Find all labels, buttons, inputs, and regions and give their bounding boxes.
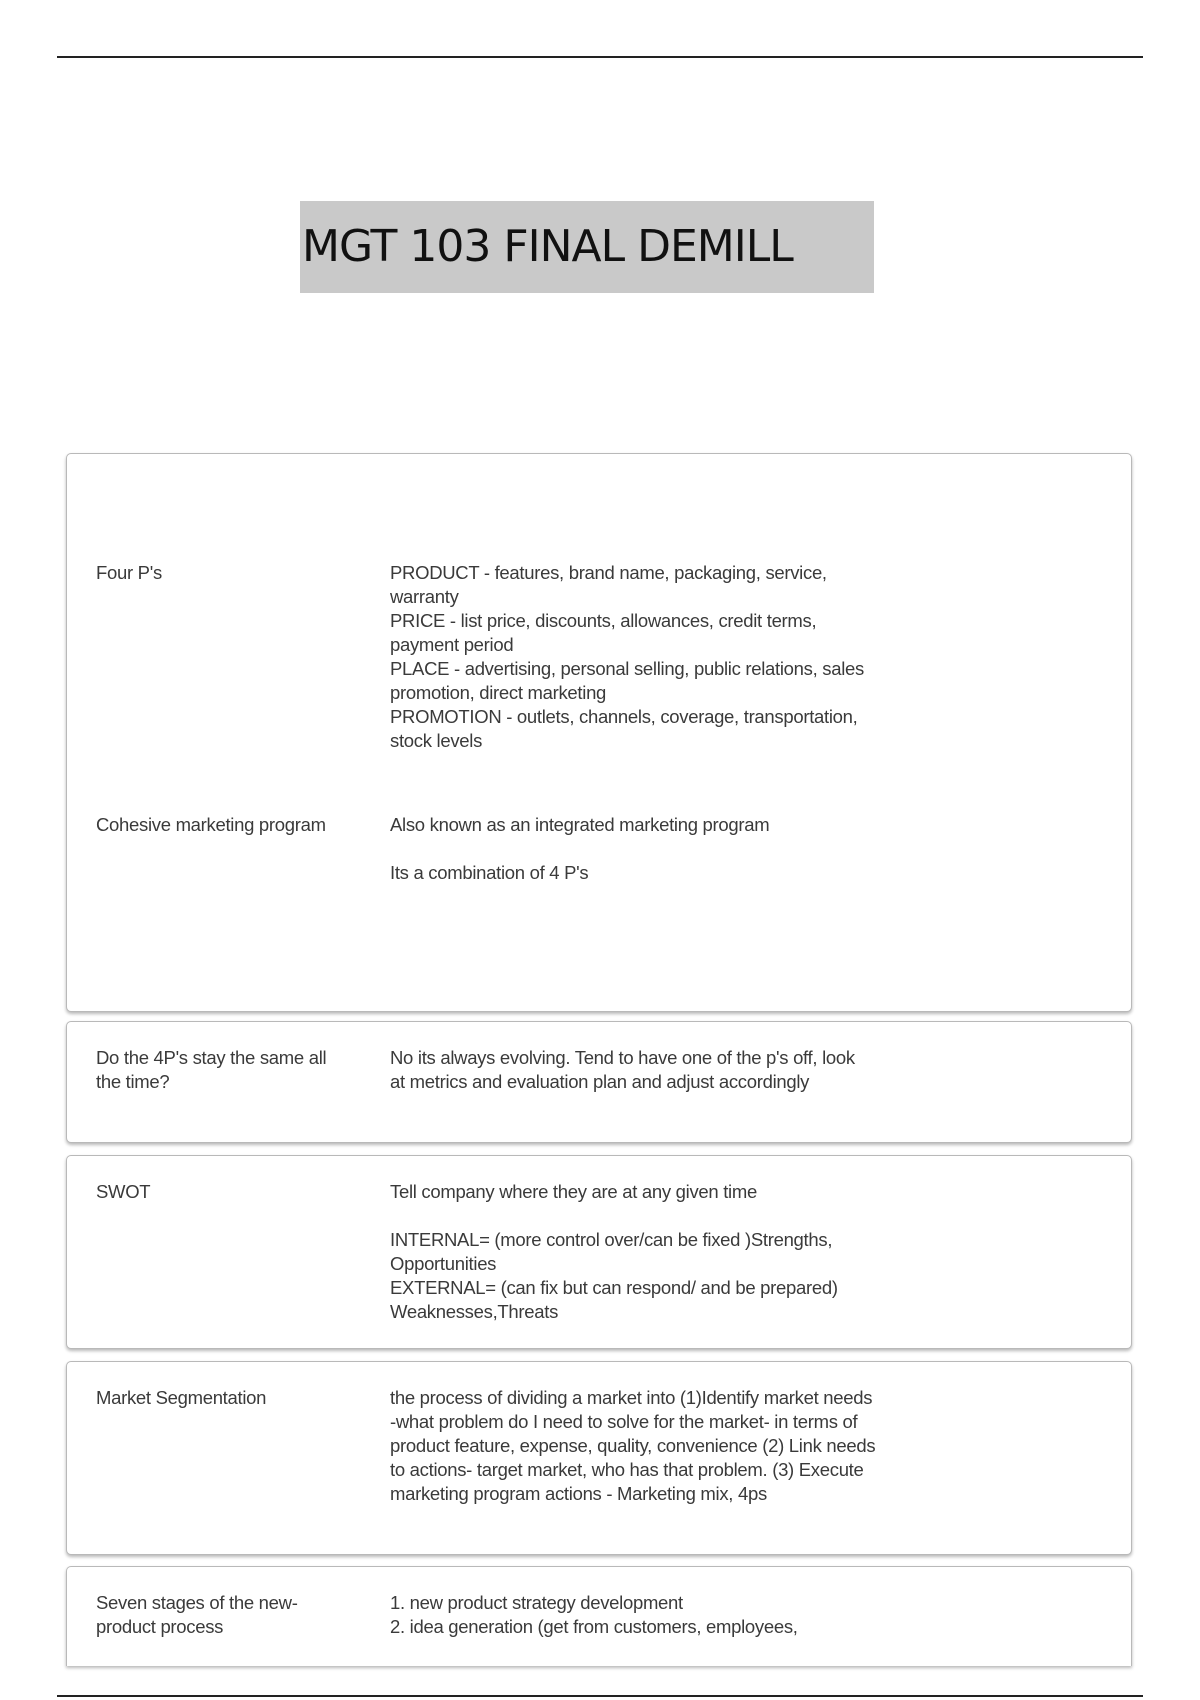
bottom-rule [57,1695,1143,1697]
flashcard-definition: 1. new product strategy development 2. idea generation (get from customers, employees, [390,1592,798,1637]
flashcard-term: Market Segmentation [96,1387,267,1408]
flashcard-definition: Also known as an integrated marketing program Its a combination of 4 P's [390,814,770,883]
flashcard-term: Seven stages of the new-product process [96,1592,298,1637]
flashcard-definition: the process of dividing a market into (1)Identify market needs -what problem do I need to solve for the market- in terms of product feature, expense, quality, convenience (2) Link needs to actions- target market, who has that problem. (3) Execute marketing program actions - Marketing mix, 4ps [390,1387,876,1504]
flashcard-term: SWOT [96,1181,151,1202]
flashcard [66,1361,1132,1555]
flashcard [66,1566,1132,1666]
flashcard-definition: PRODUCT - features, brand name, packaging, service, warranty PRICE - list price, discounts, allowances, credit terms, payment period PLACE - advertising, personal selling, public relations, sales promotion, direct marketing PROMOTION - outlets, channels, coverage, transportation, stock levels [390,562,864,751]
flashcard-term: Cohesive marketing program [96,814,326,835]
flashcard [66,1021,1132,1143]
top-rule [57,56,1143,58]
title-banner [300,201,874,293]
flashcard-definition: No its always evolving. Tend to have one of the p's off, look at metrics and evaluation plan and adjust accordingly [390,1047,855,1092]
page-title: MGT 103 FINAL DEMILL [302,221,793,272]
flashcard-term: Four P's [96,562,162,583]
flashcard [66,453,1132,1012]
flashcard-definition: Tell company where they are at any given time INTERNAL= (more control over/can be fixed )Strengths, Opportunities EXTERNAL= (can fix but can respond/ and be prepared) Weaknesses,Threats [390,1181,838,1322]
flashcard-term: Do the 4P's stay the same all the time? [96,1047,327,1092]
flashcard [66,1155,1132,1349]
